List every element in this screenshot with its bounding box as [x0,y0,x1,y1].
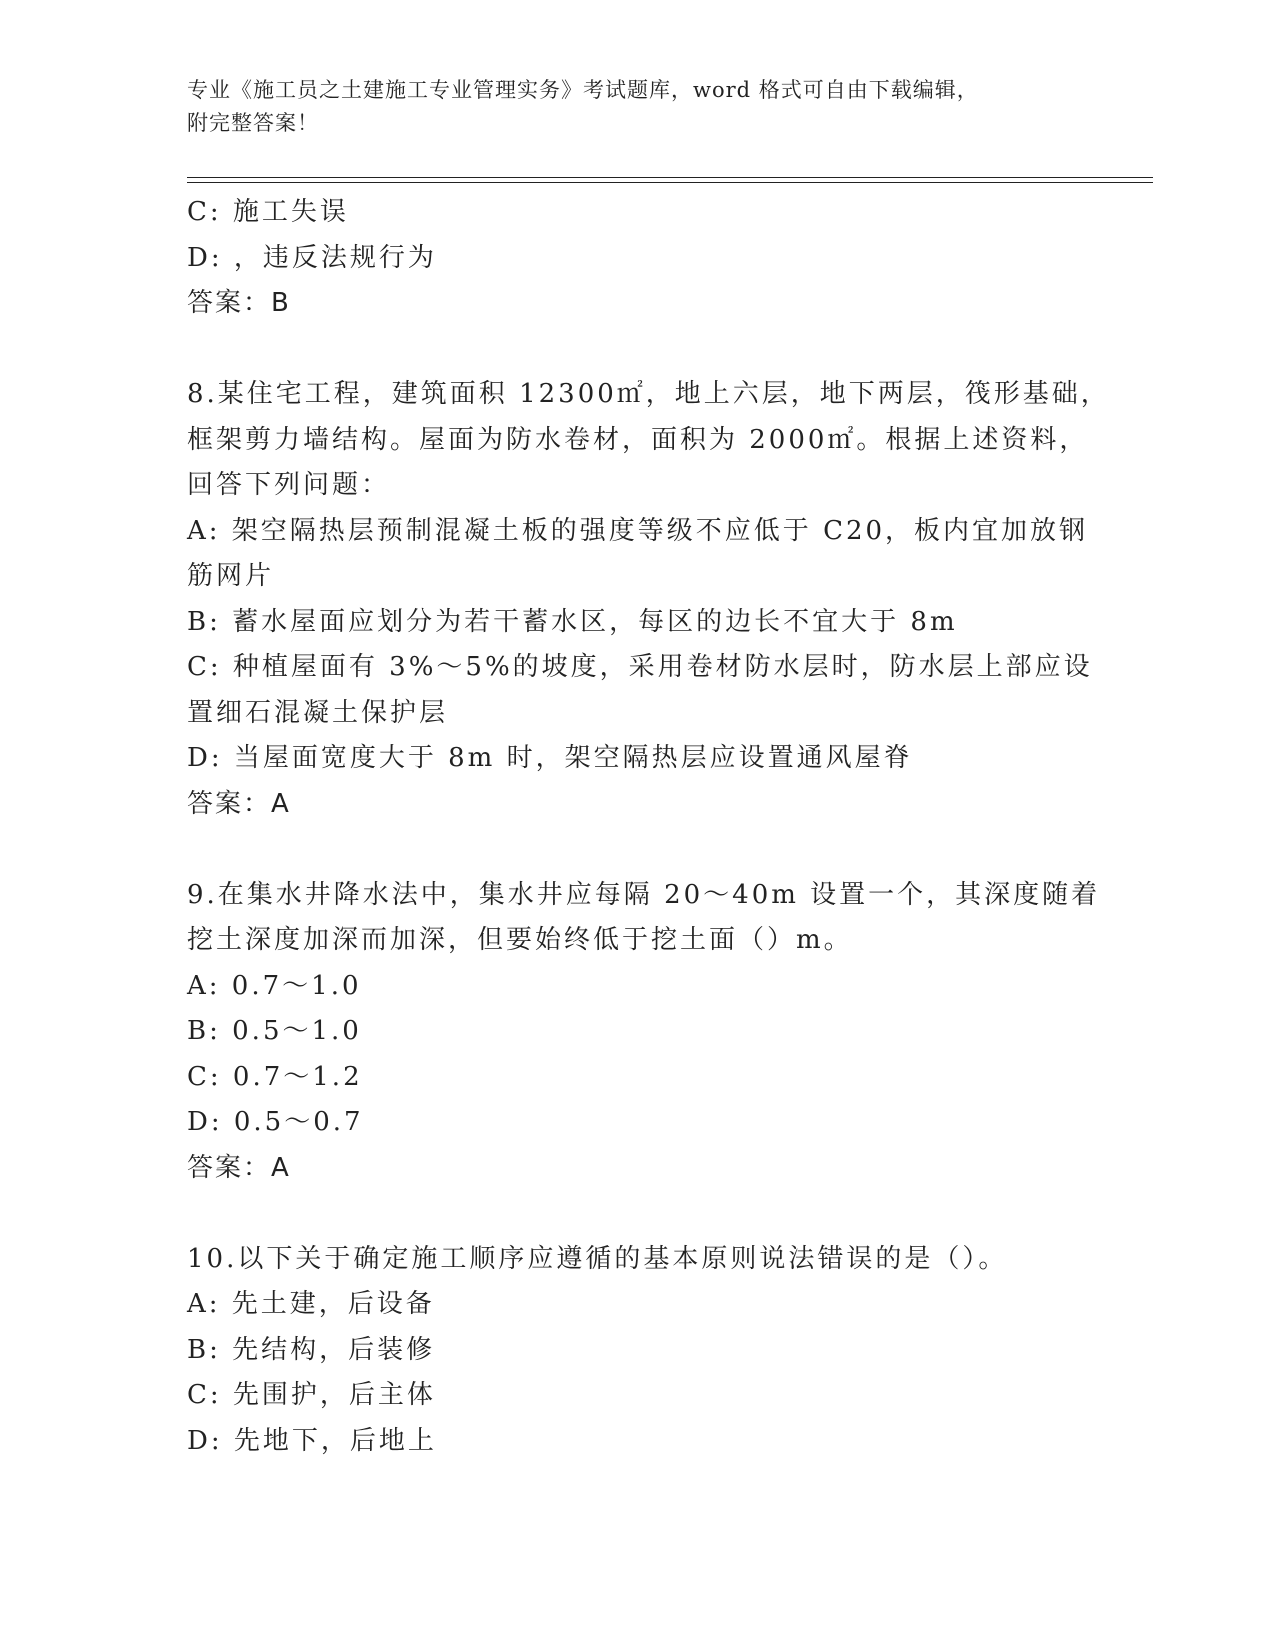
answer-line: 答案：A [187,1152,291,1183]
answer-line: 答案：B [187,288,291,318]
header-line-2: 附完整答案！ [187,111,319,135]
option-c: C: 0.7～1.2 [187,1061,363,1092]
spacer [187,1191,1087,1237]
spacer [187,827,1087,873]
option-a: A: 0.7～1.0 [187,970,362,1001]
option-b: B: 0.5～1.0 [187,1016,362,1046]
document-header [187,74,1087,140]
question-stem: 回答下列问题： [187,470,391,500]
option-b: B: 先结构，后装修 [187,1334,436,1365]
option-a: A: 架空隔热层预制混凝土板的强度等级不应低于 C20，板内宜加放钢 [187,515,1089,546]
question-9 [187,873,1101,1192]
header-divider-top [187,177,1153,178]
question-list [187,190,1110,1464]
option-a-continued: 筋网片 [187,561,275,591]
option-c: C: 施工失误 [187,197,349,227]
option-c-continued: 置细石混凝土保护层 [187,697,449,728]
question-stem: 框架剪力墙结构。屋面为防水卷材，面积为 2000㎡。根据上述资料， [187,424,1089,455]
option-c: C: 种植屋面有 3%～5%的坡度，采用卷材防水层时，防水层上部应设 [187,652,1093,682]
spacer [187,327,1087,373]
answer-line: 答案：A [187,788,291,819]
question-stem: 10.以下关于确定施工顺序应遵循的基本原则说法错误的是（）。 [187,1243,1008,1274]
option-d: D: 0.5～0.7 [187,1107,364,1137]
option-d: D: 先地下，后地上 [187,1425,437,1456]
option-a: A: 先土建，后设备 [187,1289,435,1319]
option-c: C: 先围护，后主体 [187,1380,436,1410]
question-10 [187,1237,1087,1465]
question-stem: 9.在集水井降水法中，集水井应每隔 20～40m 设置一个，其深度随着 [187,879,1101,910]
question-8 [187,372,1110,827]
option-d: D: ，违反法规行为 [187,242,437,273]
option-b: B: 蓄水屋面应划分为若干蓄水区，每区的边长不宜大于 8m [187,606,958,637]
prev-question-tail [187,190,1087,327]
question-stem: 8.某住宅工程，建筑面积 12300㎡，地上六层，地下两层，筏形基础， [187,379,1110,409]
header-divider-bottom [187,182,1153,183]
question-stem: 挖土深度加深而加深，但要始终低于挖土面（）m。 [187,925,853,955]
header-line-1: 专业《施工员之土建施工专业管理实务》考试题库，word 格式可自由下载编辑， [187,78,979,102]
option-d: D: 当屋面宽度大于 8m 时，架空隔热层应设置通风屋脊 [187,743,913,773]
